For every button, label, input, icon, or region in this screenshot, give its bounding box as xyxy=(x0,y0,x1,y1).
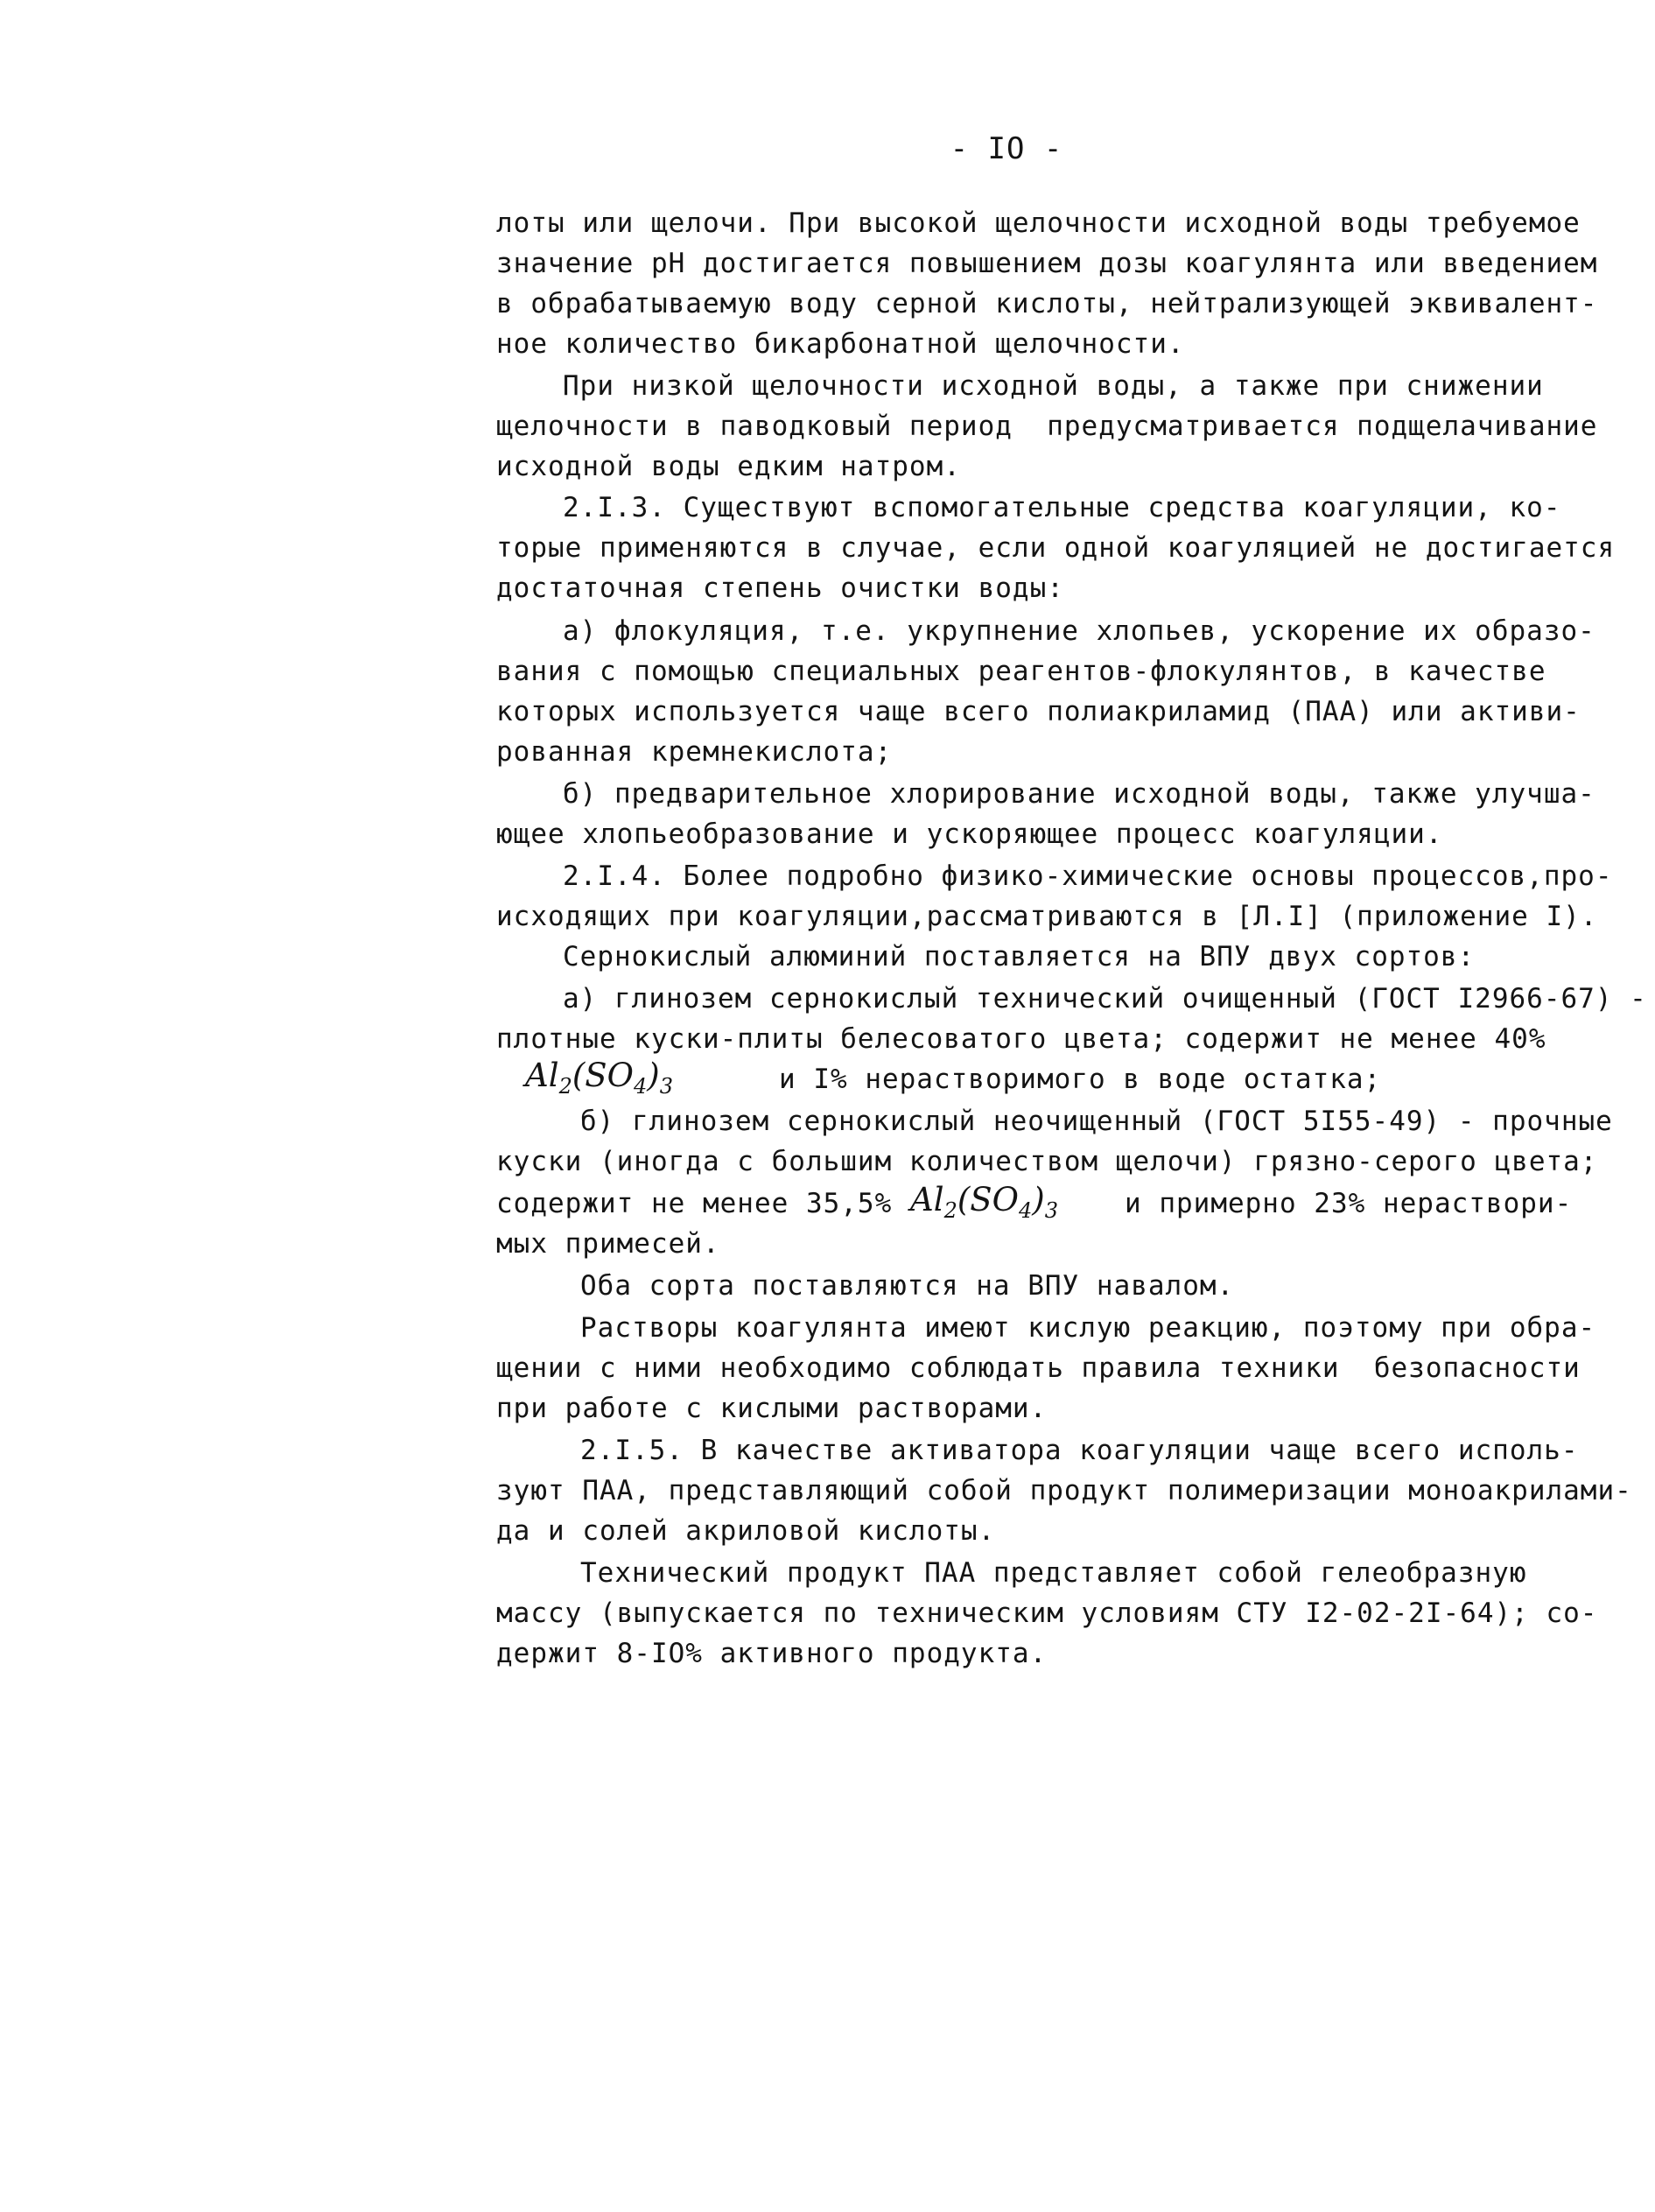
text-line: вания с помощью специальных реагентов-флокулянтов, в качестве xyxy=(496,656,1546,687)
text-line: ное количество бикарбонатной щелочности. xyxy=(496,328,1185,360)
page-number: - IO - xyxy=(950,131,1063,166)
text-line: держит 8-IO% активного продукта. xyxy=(496,1638,1048,1669)
text-line: и примерно 23% нераствори- xyxy=(1125,1188,1573,1219)
text-line: да и солей акриловой кислоты. xyxy=(496,1515,996,1547)
text-line: При низкой щелочности исходной воды, а также при снижении xyxy=(563,370,1544,402)
text-line: торые применяются в случае, если одной коагуляцией не достигается xyxy=(496,532,1616,564)
text-line: зуют ПАА, представляющий собой продукт полимеризации моноакрилами- xyxy=(496,1475,1632,1506)
formula-al2so43: $Al_2(SO_4)_3$ xyxy=(525,1057,673,1099)
text-line: в обрабатываемую воду серной кислоты, нейтрализующей эквивалент- xyxy=(496,288,1598,320)
text-line: б) глинозем сернокислый неочищенный (ГОСТ 5I55-49) - прочные xyxy=(580,1106,1613,1137)
text-line: исходной воды едким натром. xyxy=(496,451,961,482)
text-line: Оба сорта поставляются на ВПУ навалом. xyxy=(580,1270,1235,1302)
text-line: Сернокислый алюминий поставляется на ВПУ двух сортов: xyxy=(563,941,1476,973)
text-line: 2.I.5. В качестве активатора коагуляции чаще всего исполь- xyxy=(580,1435,1579,1466)
text-line: куски (иногда с большим количеством щелочи) грязно-серого цвета; xyxy=(496,1146,1598,1177)
text-line: а) глинозем сернокислый технический очищенный (ГОСТ I2966-67) - xyxy=(563,983,1647,1015)
text-line: массу (выпускается по техническим условиям СТУ I2-02-2I-64); со- xyxy=(496,1598,1598,1629)
text-line: достаточная степень очистки воды: xyxy=(496,572,1064,604)
text-line: ющее хлопьеобразование и ускоряющее процесс коагуляции. xyxy=(496,818,1443,850)
formula-al2so43: $Al_2(SO_4)_3$ xyxy=(910,1181,1058,1223)
text-line: а) флокуляция, т.е. укрупнение хлопьев, ускорение их образо- xyxy=(563,615,1595,647)
text-line: рованная кремнекислота; xyxy=(496,736,893,768)
text-line: щелочности в паводковый период предусматривается подщелачивание xyxy=(496,411,1598,442)
text-line: исходящих при коагуляции,рассматриваются в [Л.I] (приложение I). xyxy=(496,901,1598,932)
text-line: при работе с кислыми растворами. xyxy=(496,1393,1048,1424)
text-line: плотные куски-плиты белесоватого цвета; содержит не менее 40% xyxy=(496,1023,1546,1055)
text-line: содержит не менее 35,5% xyxy=(496,1188,893,1219)
text-line: мых примесей. xyxy=(496,1228,720,1260)
text-line: 2.I.3. Существуют вспомогательные средства коагуляции, ко- xyxy=(563,492,1561,523)
text-line: Растворы коагулянта имеют кислую реакцию, поэтому при обра- xyxy=(580,1312,1596,1344)
text-line: лоты или щелочи. При высокой щелочности исходной воды требуемое xyxy=(496,207,1581,239)
text-line: значение рН достигается повышением дозы коагулянта или введением xyxy=(496,248,1598,279)
text-line: и I% нерастворимого в воде остатка; xyxy=(779,1064,1382,1095)
text-line: Технический продукт ПАА представляет собой гелеобразную xyxy=(580,1557,1527,1589)
text-line: щении с ними необходимо соблюдать правила техники безопасности xyxy=(496,1352,1581,1384)
text-line: б) предварительное хлорирование исходной воды, также улучша- xyxy=(563,778,1595,810)
text-line: 2.I.4. Более подробно физико-химические основы процессов,про- xyxy=(563,860,1613,892)
text-line: которых используется чаще всего полиакриламид (ПАА) или активи- xyxy=(496,696,1581,727)
